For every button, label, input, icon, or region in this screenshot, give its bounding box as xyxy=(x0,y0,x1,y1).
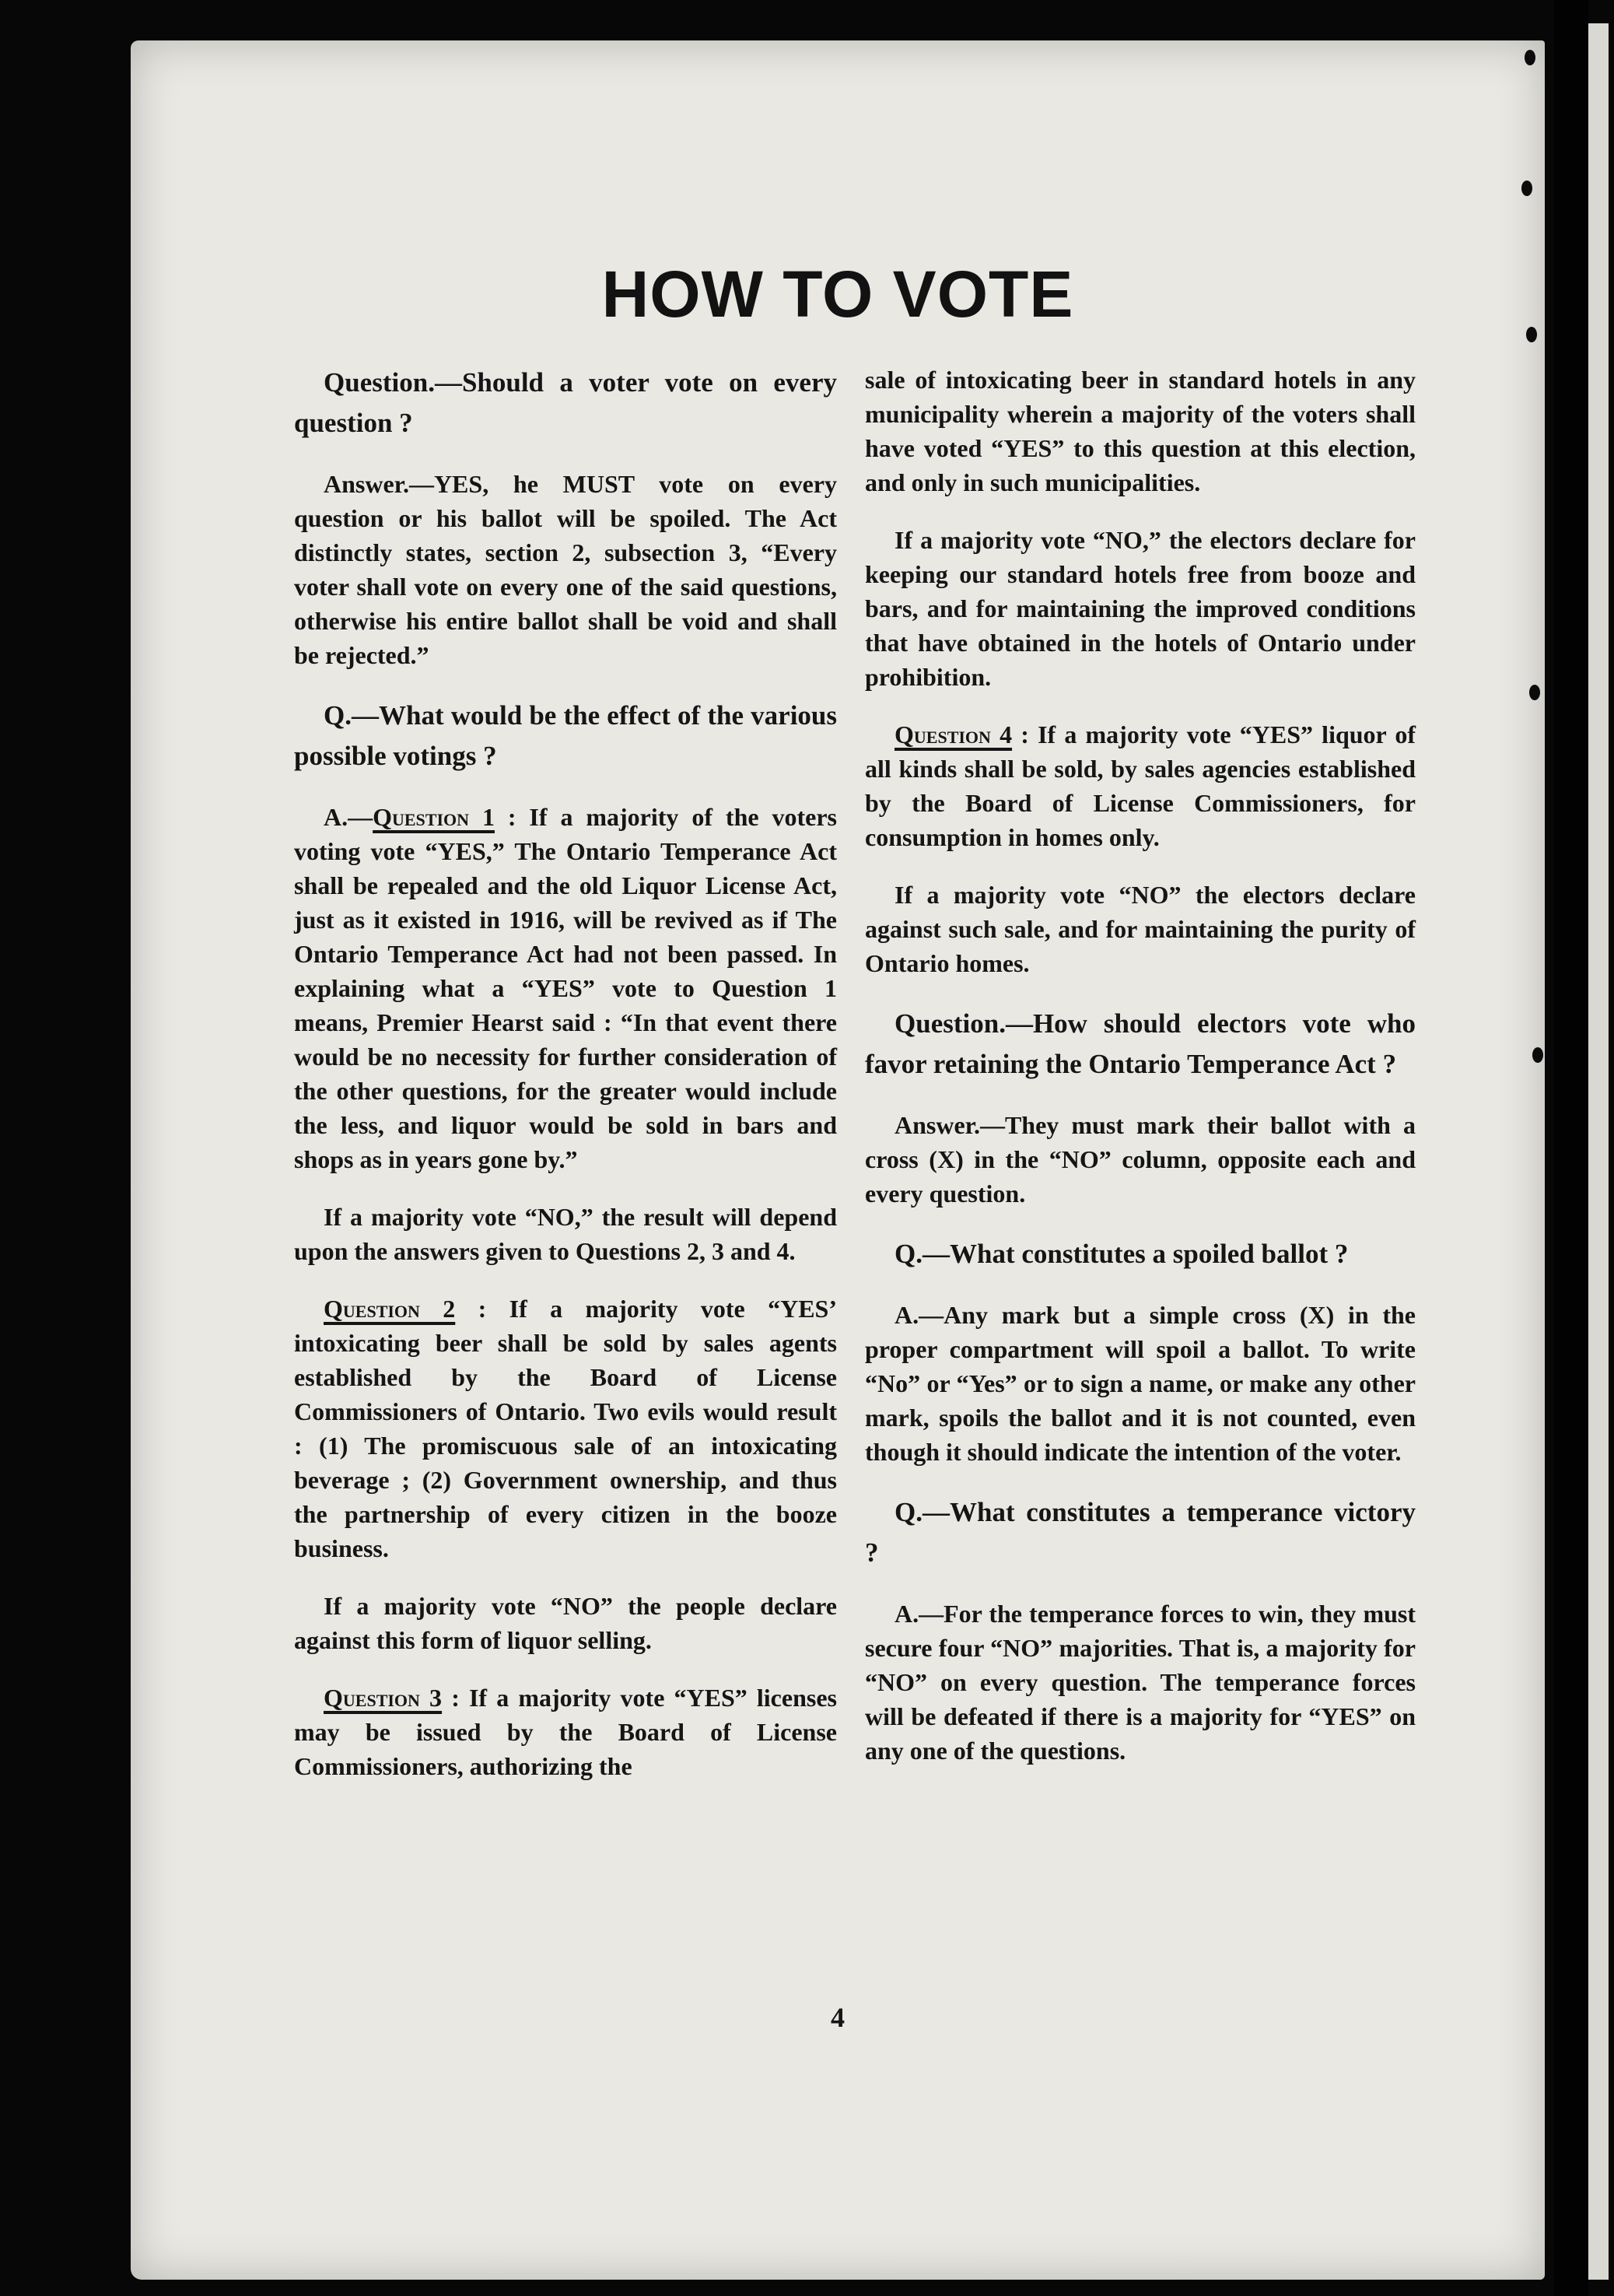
question-3-continued: sale of intoxicating beer in standard hotels in any municipality wherein a majority of the voters shall have voted “YES” to this question at this election, and only in such municipalities. xyxy=(865,366,1416,496)
answer-temperance-victory: A.—For the temperance forces to win, they must secure four “NO” majorities. That is, a majority for “NO” on every question. The temperance forces will be defeated if there is a majority for “YES” on any one of the questions. xyxy=(865,1600,1416,1765)
question-4-label: Question 4 xyxy=(895,720,1013,748)
question-2-text: : If a majority vote “YES’ intoxicating beer shall be sold by sales agents established by the Board of License Commissioners of Ontario. Two evils would result : (1) The promiscuous sale of an intoxicating beverage ; (2) Government ownership, and thus the partnership of every citizen in the booze business. xyxy=(294,1295,837,1562)
question-3-label: Question 3 xyxy=(324,1684,443,1712)
no-vote-question-2: If a majority vote “NO” the people declare against this form of liquor selling. xyxy=(294,1592,837,1654)
question-3-text: : If a majority vote “YES” licenses may be issued by the Board of License Commissioners, authorizing the xyxy=(294,1684,837,1780)
question-4-text: : If a majority vote “YES” liquor of all kinds shall be sold, by sales agencies established by the Board of License Commissioners, for consumption in homes only. xyxy=(865,720,1416,851)
answer-mark-ballot: Answer.—They must mark their ballot with a cross (X) in the “NO” column, opposite each and every question. xyxy=(865,1111,1416,1208)
question-effect-of-votings: Q.—What would be the effect of the various possible votings ? xyxy=(294,700,837,771)
answer-spoiled-ballot: A.—Any mark but a simple cross (X) in the proper compartment will spoil a ballot. To write “No” or “Yes” or to sign a name, or make any other mark, spoils the ballot and it is not counted, even though it should indicate the intention of the voter. xyxy=(865,1301,1416,1466)
answer-question-1 xyxy=(294,800,837,1176)
page-number: 4 xyxy=(831,2002,845,2033)
question-1-text: : If a majority of the voters voting vote “YES,” The Ontario Temperance Act shall be repealed and the old Liquor License Act, just as it existed in 1916, will be revived as if The Ontario Temperance Act had not been passed. In explaining what a “YES” vote to Question 1 means, Premier Hearst said : “In that event there would be no necessity for further consideration of the other questions, for the greater would include the less, and liquor would be sold in bars and shops as in years gone by.” xyxy=(294,803,837,1173)
binding-hole xyxy=(1525,50,1535,65)
facing-page-edge xyxy=(1588,23,1609,2280)
no-vote-question-4: If a majority vote “NO” the electors declare against such sale, and for maintaining the purity of Ontario homes. xyxy=(865,881,1416,977)
question-should-voter-vote: Question.—Should a voter vote on every question ? xyxy=(294,367,837,438)
answer-question-3 xyxy=(294,1681,837,1783)
question-2-label: Question 2 xyxy=(324,1295,456,1323)
binding-hole xyxy=(1521,181,1532,196)
question-1-label: Question 1 xyxy=(373,803,495,831)
answer-prefix: A.— xyxy=(324,803,373,831)
page-title: HOW TO VOTE xyxy=(601,258,1074,331)
question-temperance-victory: Q.—What constitutes a temperance victory ? xyxy=(865,1497,1416,1568)
left-column xyxy=(294,363,837,1807)
binding-hole xyxy=(1532,1047,1543,1063)
answer-must-vote: Answer.—YES, he MUST vote on every question or his ballot will be spoiled. The Act distinctly states, section 2, subsection 3, “Every voter shall vote on every one of the said questions, otherwise his entire ballot shall be void and shall be rejected.” xyxy=(294,470,837,669)
answer-question-2 xyxy=(294,1292,837,1565)
answer-question-4 xyxy=(865,717,1416,854)
question-spoiled-ballot: Q.—What constitutes a spoiled ballot ? xyxy=(895,1239,1349,1269)
right-column xyxy=(865,363,1416,1791)
binding-hole xyxy=(1529,685,1540,700)
book-spine xyxy=(1554,0,1588,2296)
no-vote-result: If a majority vote “NO,” the result will depend upon the answers given to Questions 2, 3 and 4. xyxy=(294,1203,837,1265)
no-vote-question-3: If a majority vote “NO,” the electors declare for keeping our standard hotels free from booze and bars, and for maintaining the improved conditions that have obtained in the hotels of Ontario under prohibition. xyxy=(865,526,1416,691)
question-how-vote-retain: Question.—How should electors vote who favor retaining the Ontario Temperance Act ? xyxy=(865,1008,1416,1079)
